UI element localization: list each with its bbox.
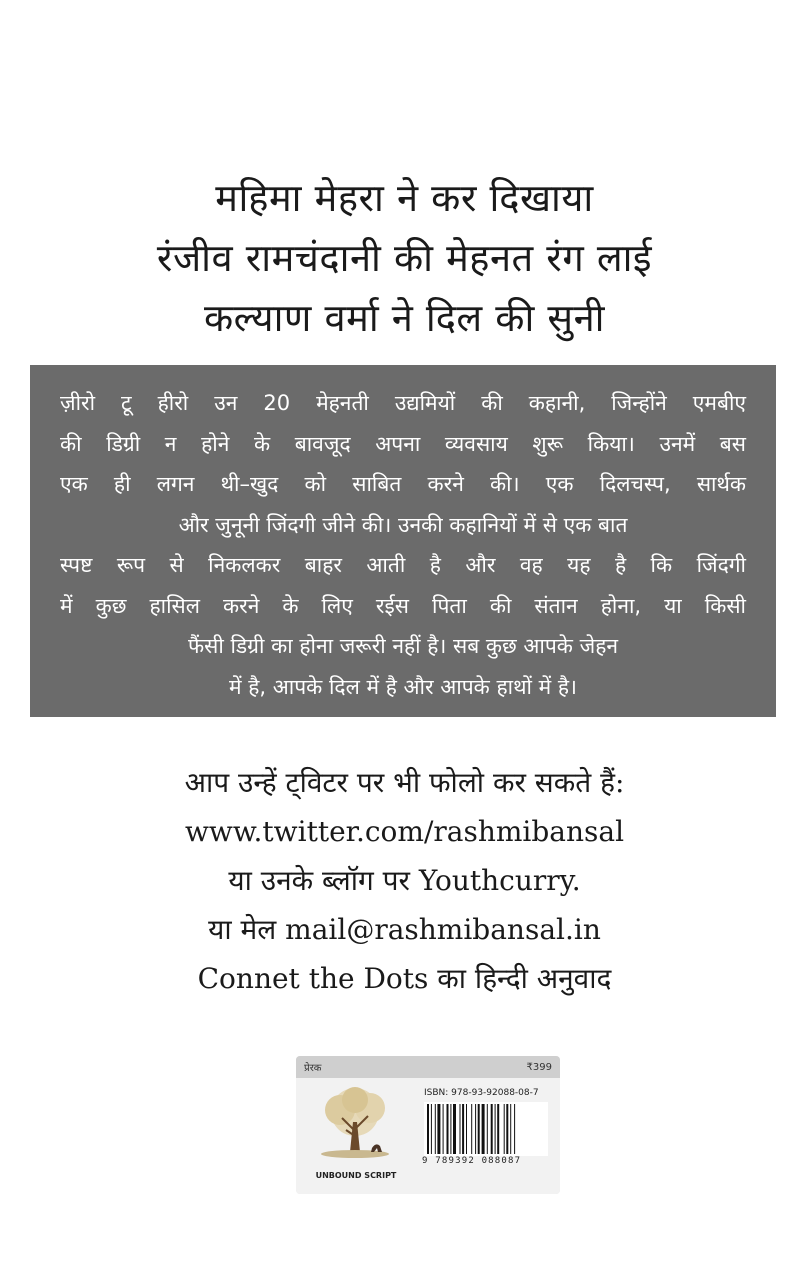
blurb-line: की डिग्री न होने के बावजूद अपना व्यवसाय शुरू किया। उनमें बस (60, 431, 746, 456)
blog-line: या उनके ब्लॉग पर Youthcurry. (228, 864, 581, 897)
headline-3: कल्याण वर्मा ने दिल की सुनी (203, 296, 606, 340)
blurb-line: और जुनूनी जिंदगी जीने की। उनकी कहानियों में से एक बात (178, 512, 628, 537)
blurb-box (30, 365, 776, 717)
blurb-line: में कुछ हासिल करने के लिए रईस पिता की संतान होना, या किसी (60, 593, 746, 618)
follow-section (0, 758, 809, 1003)
barcode-number: 9 789392 088087 (422, 1156, 522, 1166)
twitter-url: www.twitter.com/rashmibansal (184, 815, 625, 848)
blurb-line: फैंसी डिग्री का होना जरूरी नहीं है। सब कुछ आपके जेहन (187, 634, 618, 658)
barcode-icon (424, 1102, 548, 1156)
barcode-label (296, 1056, 560, 1194)
mail-line: या मेल mail@rashmibansal.in (208, 913, 601, 946)
label-header (296, 1056, 560, 1078)
blurb-line: एक ही लगन थी–खुद को साबित करने की। एक दिलचस्प, सार्थक (60, 472, 746, 496)
headline-1: महिमा मेहरा ने कर दिखाया (215, 176, 594, 220)
translation-line: Connet the Dots का हिन्दी अनुवाद (197, 962, 612, 995)
twitter-prompt: आप उन्हें ट्विटर पर भी फोलो कर सकते हैं: (184, 766, 625, 799)
blurb-line: स्पष्ट रूप से निकलकर बाहर आती है और वह यह है कि जिंदगी (60, 553, 746, 577)
price: ₹399 (526, 1061, 552, 1073)
publisher-name: UNBOUND SCRIPT (315, 1171, 397, 1180)
blurb-line: में है, आपके दिल में है और आपके हाथों में है। (229, 674, 577, 699)
isbn-text: ISBN: 978-93-92088-08-7 (424, 1088, 539, 1098)
blurb-line: ज़ीरो टू हीरो उन 20 मेहनती उद्यमियों की कहानी, जिन्होंने एमबीए (60, 391, 746, 415)
category: प्रेरक (304, 1063, 322, 1074)
headlines (0, 168, 809, 348)
label-body (296, 1078, 560, 1194)
headline-2: रंजीव रामचंदानी की मेहनत रंग लाई (156, 236, 653, 280)
